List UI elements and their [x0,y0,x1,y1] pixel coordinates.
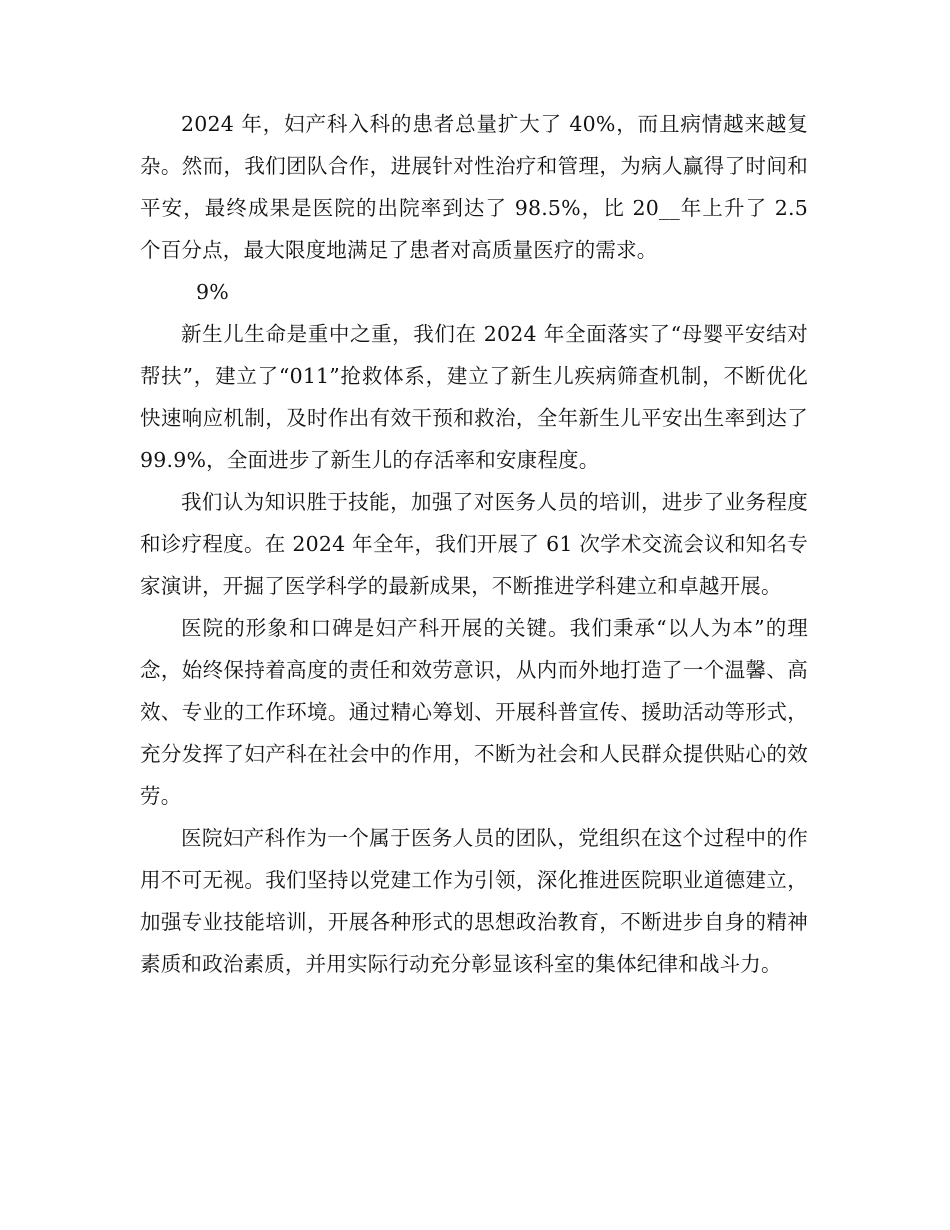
paragraph-staff-training: 我们认为知识胜于技能，加强了对医务人员的培训，进步了业务程度和诊疗程度。在 2024 年全年，我们开展了 61 次学术交流会议和知名专家演讲，开掘了医学科学的最新成果，不断推进学科建立和卓越开展。 [140,490,808,598]
paragraph-newborn-care: 新生儿生命是重中之重，我们在 2024 年全面落实了“母婴平安结对帮扶”，建立了“011”抢救体系，建立了新生儿疾病筛查机制，不断优化快速响应机制，及时作出有效干预和救治，全年新生儿平安出生率到达了 99.9%，全面进步了新生儿的存活率和安康程度。 [140,322,808,472]
paragraph-discharge-rate: 2024 年，妇产科入科的患者总量扩大了 40%，而且病情越来越复杂。然而，我们团队合作，进展针对性治疗和管理，为病人赢得了时间和平安，最终成果是医院的出院率到达了 98.5%，比 20__年上升了 2.5 个百分点，最大限度地满足了患者对高质量医疗的需求。 [140,112,808,262]
paragraph-percentage-note: 9% [196,280,229,304]
paragraph-hospital-image: 医院的形象和口碑是妇产科开展的关键。我们秉承“以人为本”的理念，始终保持着高度的责任和效劳意识，从内而外地打造了一个温馨、高效、专业的工作环境。通过精心筹划、开展科普宣传、援助活动等形式，充分发挥了妇产科在社会中的作用，不断为社会和人民群众提供贴心的效劳。 [140,616,808,808]
document-body [140,103,808,985]
paragraph-party-organization: 医院妇产科作为一个属于医务人员的团队，党组织在这个过程中的作用不可无视。我们坚持以党建工作为引领，深化推进医院职业道德建立，加强专业技能培训，开展各种形式的思想政治教育，不断进步自身的精神素质和政治素质，并用实际行动充分彰显该科室的集体纪律和战斗力。 [140,826,808,976]
